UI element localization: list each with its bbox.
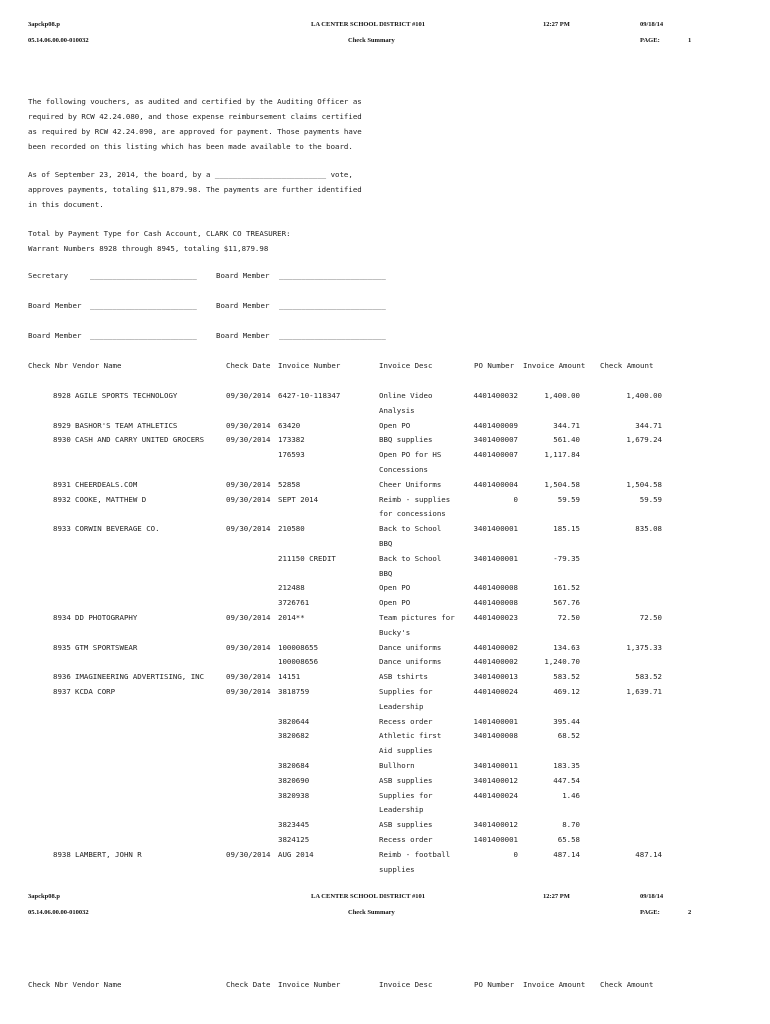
invoice-desc: Back to School — [379, 524, 442, 534]
invoice-desc: Supplies for — [379, 790, 433, 800]
column-header: Invoice Desc — [379, 980, 433, 989]
po-number: 1401400001 — [473, 716, 518, 726]
report-time-p2: 12:27 PM — [543, 893, 570, 900]
column-header: Check Amount — [600, 980, 654, 989]
check-date: 09/30/2014 — [226, 391, 271, 400]
invoice-amount: 469.12 — [553, 687, 580, 696]
invoice-amount: 1,504.58 — [544, 479, 580, 489]
invoice-number: 3726761 — [278, 598, 310, 608]
vendor-name: LAMBERT, JOHN R — [75, 849, 142, 859]
invoice-amount: 134.63 — [553, 642, 580, 652]
signature-line: ________________________ — [90, 301, 197, 310]
po-number: 4401400004 — [473, 479, 518, 489]
invoice-desc: Recess order — [379, 835, 433, 844]
invoice-desc: Reimb - supplies — [379, 494, 451, 504]
invoice-desc: Dance uniforms — [379, 657, 442, 667]
po-number: 3401400012 — [473, 820, 518, 830]
invoice-amount: 487.14 — [553, 849, 580, 859]
po-number: 4401400032 — [473, 391, 518, 400]
invoice-desc: ASB supplies — [379, 775, 433, 785]
page-label: PAGE: — [640, 37, 660, 44]
check-amount: 1,679.24 — [626, 435, 662, 445]
invoice-desc: Bullhorn — [379, 761, 415, 770]
version-number: 05.14.06.00.00-010032 — [28, 37, 89, 44]
check-amount: 59.59 — [639, 494, 662, 504]
check-amount: 1,639.71 — [626, 687, 662, 696]
invoice-desc: Supplies for — [379, 687, 433, 696]
signature-label: Board Member — [216, 301, 270, 310]
signature-line: ________________________ — [90, 331, 197, 340]
report-time: 12:27 PM — [543, 21, 570, 28]
district-name: LA CENTER SCHOOL DISTRICT #101 — [311, 21, 426, 28]
invoice-desc: Open PO — [379, 583, 411, 593]
version-number-p2: 05.14.06.00.00-010032 — [28, 909, 89, 916]
check-date: 09/30/2014 — [226, 849, 271, 859]
invoice-desc: Leadership — [379, 805, 424, 815]
signature-line: ________________________ — [90, 271, 197, 280]
invoice-amount: 183.35 — [553, 761, 580, 770]
invoice-amount: 567.76 — [553, 598, 580, 608]
po-number: 4401400024 — [473, 790, 518, 800]
invoice-number: 211150 CREDIT — [278, 553, 336, 563]
check-amount: 1,400.00 — [626, 391, 662, 400]
po-number: 0 — [513, 494, 518, 504]
po-number: 4401400002 — [473, 657, 518, 667]
report-date-p2: 09/18/14 — [640, 893, 664, 900]
invoice-number: 100008655 — [278, 642, 319, 652]
invoice-amount: 8.70 — [562, 820, 580, 830]
column-header: Invoice Amount — [523, 980, 586, 989]
invoice-amount: 1.46 — [562, 790, 580, 800]
check-number: 8930 — [53, 435, 71, 445]
po-number: 3401400008 — [473, 731, 518, 741]
po-number: 3401400001 — [473, 553, 518, 563]
po-number: 4401400024 — [473, 687, 518, 696]
check-amount: 344.71 — [635, 420, 662, 430]
invoice-amount: 68.52 — [557, 731, 580, 741]
paragraph-line: been recorded on this listing which has been made available to the board. — [28, 142, 353, 151]
signature-line: ________________________ — [279, 271, 386, 280]
paragraph-line: As of September 23, 2014, the board, by a _________________________ vote, — [28, 170, 353, 179]
check-number: 8929 — [53, 420, 71, 430]
invoice-number: 176593 — [278, 450, 305, 460]
invoice-amount: 344.71 — [553, 420, 580, 430]
vendor-name: CORWIN BEVERAGE CO. — [75, 524, 160, 534]
invoice-desc: for concessions — [379, 509, 446, 519]
invoice-amount: 59.59 — [557, 494, 580, 504]
vendor-name: CASH AND CARRY UNITED GROCERS — [75, 435, 205, 445]
invoice-desc: Athletic first — [379, 731, 442, 741]
invoice-desc: Dance uniforms — [379, 642, 442, 652]
check-amount: 487.14 — [635, 849, 662, 859]
po-number: 4401400008 — [473, 598, 518, 608]
column-header: Check Date — [226, 361, 271, 370]
po-number: 4401400002 — [473, 642, 518, 652]
vendor-name: BASHOR'S TEAM ATHLETICS — [75, 420, 178, 430]
po-number: 4401400007 — [473, 450, 518, 460]
check-number: 8938 — [53, 849, 71, 859]
invoice-amount: 65.58 — [557, 835, 580, 844]
invoice-desc: Open PO — [379, 598, 411, 608]
column-header: PO Number — [474, 980, 515, 989]
check-number: 8932 — [53, 494, 71, 504]
signature-label: Secretary — [28, 271, 69, 280]
check-date: 09/30/2014 — [226, 524, 271, 534]
check-date: 09/30/2014 — [226, 435, 271, 445]
invoice-amount: 185.15 — [553, 524, 580, 534]
po-number: 0 — [513, 849, 518, 859]
invoice-desc: Recess order — [379, 716, 433, 726]
invoice-amount: 1,400.00 — [544, 391, 580, 400]
invoice-desc: Concessions — [379, 465, 428, 474]
invoice-amount: 395.44 — [553, 716, 580, 726]
invoice-desc: Leadership — [379, 701, 424, 711]
check-date: 09/30/2014 — [226, 420, 271, 430]
program-name: 3apckp08.p — [28, 21, 60, 28]
check-amount: 583.52 — [635, 672, 662, 682]
paragraph-line: Total by Payment Type for Cash Account, CLARK CO TREASURER: — [28, 229, 291, 238]
vendor-name: KCDA CORP — [75, 687, 116, 696]
check-date: 09/30/2014 — [226, 613, 271, 622]
signature-label: Board Member — [28, 331, 82, 340]
report-title: Check Summary — [348, 37, 395, 44]
invoice-desc: BBQ — [379, 568, 393, 578]
column-header: Check Amount — [600, 361, 654, 370]
check-date: 09/30/2014 — [226, 642, 271, 652]
invoice-number: 173382 — [278, 435, 305, 445]
invoice-number: SEPT 2014 — [278, 494, 319, 504]
page-label-p2: PAGE: — [640, 909, 660, 916]
invoice-desc: Analysis — [379, 405, 415, 415]
po-number: 4401400008 — [473, 583, 518, 593]
invoice-number: AUG 2014 — [278, 849, 314, 859]
invoice-number: 14151 — [278, 672, 301, 682]
check-number: 8934 — [53, 613, 71, 622]
invoice-number: 3820644 — [278, 716, 310, 726]
column-header: Invoice Desc — [379, 361, 433, 370]
invoice-amount: 72.50 — [557, 613, 580, 622]
check-amount: 1,375.33 — [626, 642, 662, 652]
column-header: Check Nbr Vendor Name — [28, 361, 122, 370]
po-number: 3401400012 — [473, 775, 518, 785]
vendor-name: GTM SPORTSWEAR — [75, 642, 138, 652]
invoice-number: 3820690 — [278, 775, 310, 785]
invoice-number: 212488 — [278, 583, 305, 593]
invoice-amount: 1,240.70 — [544, 657, 580, 667]
check-number: 8937 — [53, 687, 71, 696]
column-header: PO Number — [474, 361, 515, 370]
invoice-amount: 583.52 — [553, 672, 580, 682]
invoice-desc: BBQ supplies — [379, 435, 433, 445]
po-number: 4401400023 — [473, 613, 518, 622]
check-date: 09/30/2014 — [226, 494, 271, 504]
invoice-number: 3824125 — [278, 835, 310, 844]
page-number: 1 — [688, 37, 692, 44]
invoice-desc: Online Video — [379, 391, 433, 400]
po-number: 3401400013 — [473, 672, 518, 682]
check-date: 09/30/2014 — [226, 672, 271, 682]
invoice-desc: Aid supplies — [379, 746, 433, 756]
po-number: 3401400007 — [473, 435, 518, 445]
invoice-number: 3818759 — [278, 687, 310, 696]
invoice-number: 52858 — [278, 479, 301, 489]
signature-line: ________________________ — [279, 301, 386, 310]
signature-line: ________________________ — [279, 331, 386, 340]
check-number: 8936 — [53, 672, 71, 682]
invoice-number: 6427-10-118347 — [278, 391, 341, 400]
vendor-name: DD PHOTOGRAPHY — [75, 613, 138, 622]
invoice-number: 63420 — [278, 420, 301, 430]
invoice-desc: ASB supplies — [379, 820, 433, 830]
vendor-name: COOKE, MATTHEW D — [75, 494, 147, 504]
invoice-desc: Reimb - football — [379, 849, 451, 859]
invoice-number: 3820682 — [278, 731, 310, 741]
invoice-number: 3820684 — [278, 761, 310, 770]
invoice-amount: 161.52 — [553, 583, 580, 593]
check-date: 09/30/2014 — [226, 687, 271, 696]
invoice-number: 3820938 — [278, 790, 310, 800]
signature-label: Board Member — [216, 331, 270, 340]
column-header: Check Nbr Vendor Name — [28, 980, 122, 989]
po-number: 3401400001 — [473, 524, 518, 534]
paragraph-line: required by RCW 42.24.080, and those expense reimbursement claims certified — [28, 112, 362, 121]
program-name-p2: 3apckp08.p — [28, 893, 60, 900]
check-number: 8928 — [53, 391, 71, 400]
column-header: Invoice Number — [278, 980, 341, 989]
invoice-desc: ASB tshirts — [379, 672, 428, 682]
invoice-amount: -79.35 — [553, 553, 580, 563]
invoice-desc: Team pictures for — [379, 613, 455, 622]
column-header: Invoice Amount — [523, 361, 586, 370]
report-date: 09/18/14 — [640, 21, 664, 28]
check-date: 09/30/2014 — [226, 479, 271, 489]
vendor-name: AGILE SPORTS TECHNOLOGY — [75, 391, 178, 400]
invoice-amount: 1,117.84 — [544, 450, 580, 460]
invoice-number: 210580 — [278, 524, 305, 534]
invoice-number: 2014** — [278, 613, 305, 622]
check-number: 8931 — [53, 479, 71, 489]
invoice-number: 3823445 — [278, 820, 310, 830]
district-name-p2: LA CENTER SCHOOL DISTRICT #101 — [311, 893, 426, 900]
signature-label: Board Member — [28, 301, 82, 310]
invoice-desc: Bucky's — [379, 627, 411, 637]
invoice-amount: 561.40 — [553, 435, 580, 445]
invoice-desc: Open PO for HS — [379, 450, 442, 460]
signature-label: Board Member — [216, 271, 270, 280]
invoice-desc: supplies — [379, 864, 415, 874]
check-number: 8933 — [53, 524, 71, 534]
invoice-desc: Cheer Uniforms — [379, 479, 442, 489]
invoice-amount: 447.54 — [553, 775, 580, 785]
paragraph-line: The following vouchers, as audited and certified by the Auditing Officer as — [28, 97, 362, 106]
column-header: Check Date — [226, 980, 271, 989]
paragraph-line: Warrant Numbers 8928 through 8945, totaling $11,879.98 — [28, 244, 269, 253]
check-amount: 72.50 — [639, 613, 662, 622]
invoice-desc: Back to School — [379, 553, 442, 563]
vendor-name: IMAGINEERING ADVERTISING, INC — [75, 672, 205, 682]
check-amount: 1,504.58 — [626, 479, 662, 489]
invoice-desc: BBQ — [379, 539, 393, 548]
invoice-desc: Open PO — [379, 420, 411, 430]
page-number-p2: 2 — [688, 909, 692, 916]
check-number: 8935 — [53, 642, 71, 652]
column-header: Invoice Number — [278, 361, 341, 370]
po-number: 3401400011 — [473, 761, 518, 770]
vendor-name: CHEERDEALS.COM — [75, 479, 138, 489]
report-title-p2: Check Summary — [348, 909, 395, 916]
paragraph-line: as required by RCW 42.24.090, are approved for payment. Those payments have — [28, 127, 362, 136]
po-number: 1401400001 — [473, 835, 518, 844]
paragraph-line: approves payments, totaling $11,879.98. The payments are further identified — [28, 185, 362, 194]
invoice-number: 100008656 — [278, 657, 319, 667]
po-number: 4401400009 — [473, 420, 518, 430]
check-amount: 835.08 — [635, 524, 662, 534]
paragraph-line: in this document. — [28, 200, 104, 209]
